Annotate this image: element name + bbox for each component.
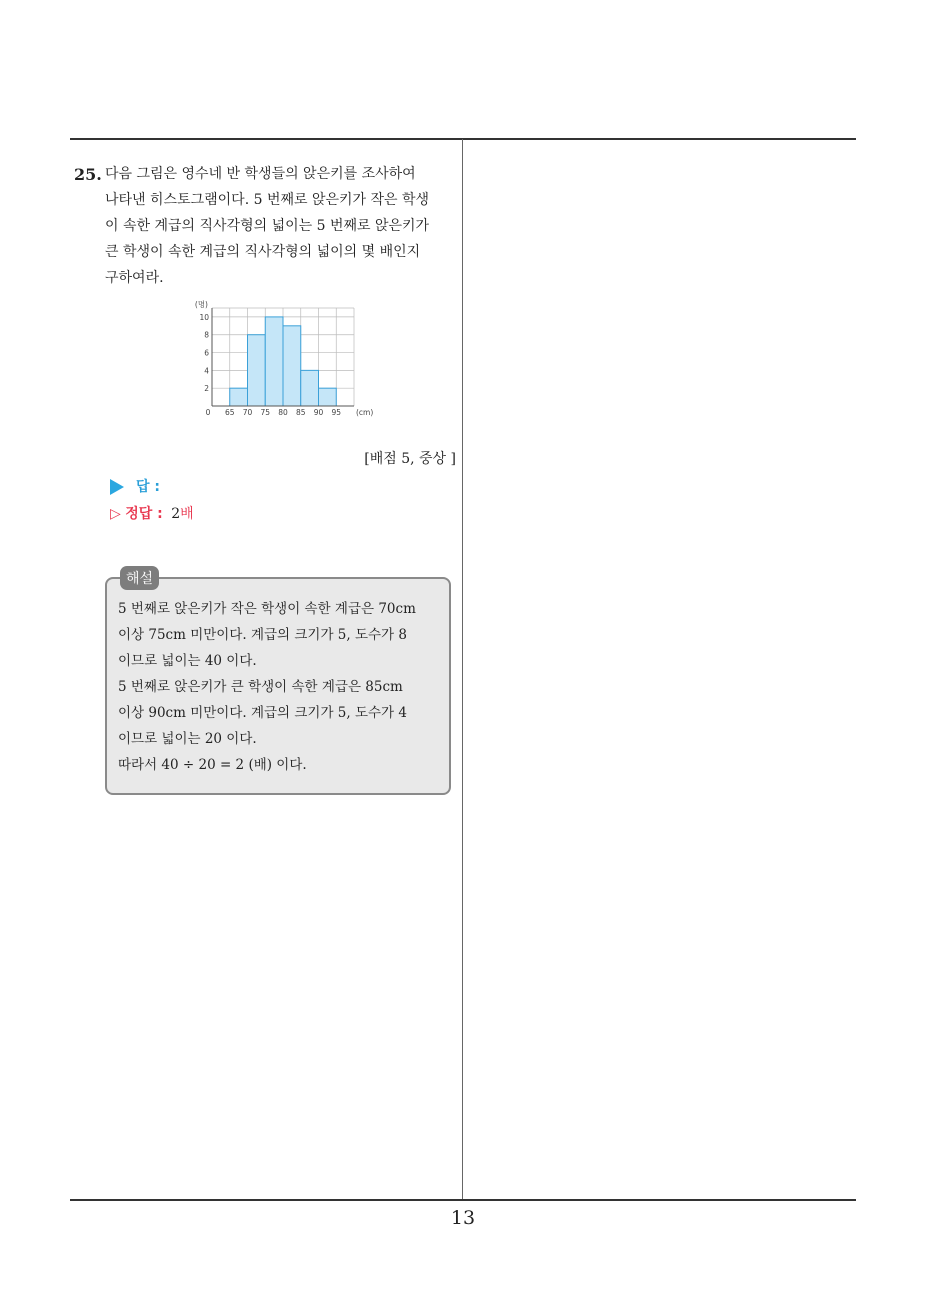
top-rule <box>70 138 856 140</box>
histogram-bar <box>230 388 248 406</box>
question-line: 큰 학생이 속한 계급의 직사각형의 넓이의 몇 배인지 <box>105 244 421 260</box>
y-axis-unit: (명) <box>194 300 208 309</box>
histogram-bar <box>283 326 301 406</box>
correct-answer-value: 2 <box>171 506 181 522</box>
y-tick-label: 4 <box>204 366 209 376</box>
explanation-tag: 해설 <box>120 566 159 590</box>
bottom-rule <box>70 1199 856 1201</box>
question-line: 나타낸 히스토그램이다. 5 번째로 앉은키가 작은 학생 <box>105 192 430 208</box>
x-tick-label: 95 <box>331 408 342 417</box>
explanation-line: 이므로 넓이는 40 이다. <box>118 653 257 669</box>
histogram-bar <box>301 370 319 406</box>
histogram-bar <box>319 388 337 406</box>
origin-label: 0 <box>205 408 211 417</box>
score-info: [배점 5, 중상 ] <box>364 451 456 467</box>
y-tick-label: 10 <box>199 312 209 322</box>
x-tick-label: 70 <box>242 408 253 417</box>
histogram-bar <box>248 335 266 406</box>
outline-triangle-icon: ▷ <box>110 506 121 522</box>
answer-line <box>110 476 160 496</box>
play-arrow-icon <box>110 479 124 495</box>
histogram-chart <box>188 298 388 423</box>
y-tick-label: 8 <box>204 330 209 340</box>
question-line: 다음 그림은 영수네 반 학생들의 앉은키를 조사하여 <box>105 166 416 182</box>
x-tick-label: 90 <box>313 408 324 417</box>
question-line: 이 속한 계급의 직사각형의 넓이는 5 번째로 앉은키가 <box>105 218 430 234</box>
y-tick-label: 2 <box>204 384 209 394</box>
explanation-line: 이상 90cm 미만이다. 계급의 크기가 5, 도수가 4 <box>118 705 407 721</box>
histogram-bar <box>265 317 283 406</box>
answer-label: 답 : <box>136 479 160 495</box>
column-divider <box>462 139 463 1201</box>
correct-answer-label: 정답 : <box>125 506 163 522</box>
explanation-text <box>118 596 446 778</box>
x-tick-label: 85 <box>295 408 306 417</box>
x-axis-unit: (cm) <box>356 408 374 417</box>
x-tick-label: 65 <box>224 408 235 417</box>
question-line: 구하여라. <box>105 270 164 286</box>
y-tick-label: 6 <box>204 348 209 358</box>
explanation-line: 5 번째로 앉은키가 큰 학생이 속한 계급은 85cm <box>118 679 403 695</box>
explanation-line: 이므로 넓이는 20 이다. <box>118 731 257 747</box>
question-number: 25. <box>74 165 102 184</box>
x-tick-label: 80 <box>278 408 288 417</box>
explanation-line: 따라서 40 ÷ 20 = 2 (배) 이다. <box>118 757 307 773</box>
explanation-line: 5 번째로 앉은키가 작은 학생이 속한 계급은 70cm <box>118 601 416 617</box>
correct-answer-unit: 배 <box>180 506 194 522</box>
question-text <box>105 161 457 291</box>
explanation-line: 이상 75cm 미만이다. 계급의 크기가 5, 도수가 8 <box>118 627 407 643</box>
correct-answer-line <box>110 503 194 523</box>
x-tick-label: 75 <box>260 408 271 417</box>
page-number: 13 <box>450 1207 476 1229</box>
